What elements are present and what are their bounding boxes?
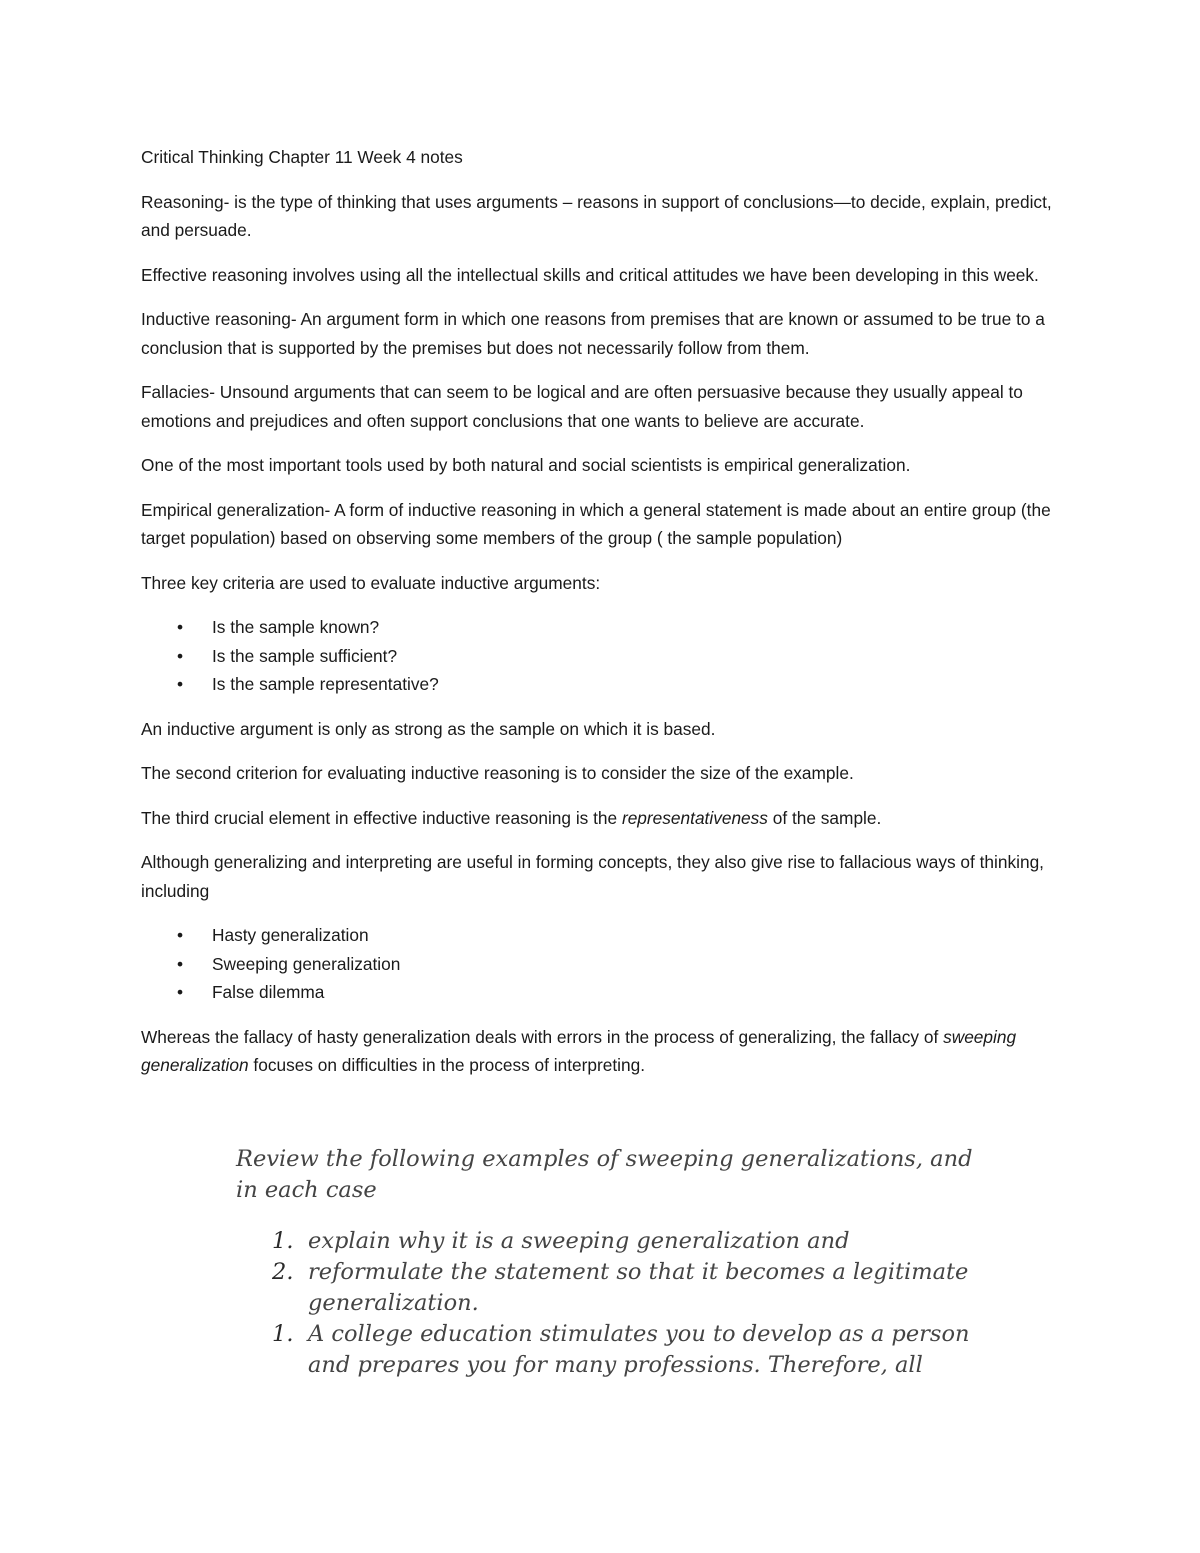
paragraph-although: Although generalizing and interpreting are useful in forming concepts, they also give rise to fallacious ways of thinking, including xyxy=(141,852,1044,901)
text-segment: focuses on difficulties in the process of interpreting. xyxy=(248,1055,646,1075)
list-item xyxy=(141,642,1071,671)
review-section xyxy=(236,1144,996,1381)
bullet-icon: • xyxy=(177,617,184,637)
document-title: Critical Thinking Chapter 11 Week 4 notes xyxy=(141,147,463,167)
paragraph-third-element xyxy=(141,804,1071,833)
bullet-icon: • xyxy=(177,982,184,1002)
list-item-text: Is the sample representative? xyxy=(212,674,439,694)
review-intro: Review the following examples of sweeping generalizations, and in each case xyxy=(236,1146,973,1203)
bullet-icon: • xyxy=(177,953,184,974)
list-item-text: Is the sample known? xyxy=(212,617,380,637)
criteria-list xyxy=(141,613,1071,699)
list-item-text: Is the sample sufficient? xyxy=(212,645,398,666)
list-item-text: False dilemma xyxy=(212,982,325,1002)
paragraph-second-criterion: The second criterion for evaluating inductive reasoning is to consider the size of the example. xyxy=(141,763,854,783)
text-segment: of the sample. xyxy=(767,807,882,828)
paragraph-tools: One of the most important tools used by both natural and social scientists is empirical generalization. xyxy=(141,455,911,475)
text-segment: Whereas the fallacy of hasty generalization deals with errors in the process of generalizing, the fallacy of xyxy=(141,1026,944,1047)
paragraph-inductive-reasoning: Inductive reasoning- An argument form in which one reasons from premises that are known or assumed to be true to a conclusion that is supported by the premises but does not necessarily follow from them. xyxy=(141,309,1045,358)
paragraph-criteria-intro: Three key criteria are used to evaluate inductive arguments: xyxy=(141,572,601,593)
item-number: 2. xyxy=(272,1259,294,1285)
list-item-text: Sweeping generalization xyxy=(212,953,401,974)
list-item xyxy=(141,613,1071,642)
paragraph-reasoning: Reasoning- is the type of thinking that uses arguments – reasons in support of conclusions—to decide, explain, predict, and persuade. xyxy=(141,191,1052,240)
item-number: 1. xyxy=(272,1321,294,1347)
list-item xyxy=(141,950,1071,979)
review-item xyxy=(236,1319,996,1381)
bullet-icon: • xyxy=(177,925,184,945)
bullet-icon: • xyxy=(177,645,184,666)
review-item xyxy=(236,1257,996,1319)
fallacy-list xyxy=(141,921,1071,1007)
text-segment: The third crucial element in effective inductive reasoning is the xyxy=(141,807,622,828)
paragraph-strength: An inductive argument is only as strong as the sample on which it is based. xyxy=(141,718,716,739)
list-item xyxy=(141,670,1071,699)
list-item xyxy=(141,978,1071,1007)
paragraph-whereas xyxy=(141,1023,1071,1080)
paragraph-empirical-generalization: Empirical generalization- A form of inductive reasoning in which a general statement is made about an entire group (the target population) based on observing some members of the group ( the sample population) xyxy=(141,499,1051,548)
review-item-text: reformulate the statement so that it becomes a legitimate generalization. xyxy=(308,1259,969,1316)
review-item-text: explain why it is a sweeping generalization and xyxy=(308,1228,850,1254)
list-item xyxy=(141,921,1071,950)
paragraph-effective-reasoning: Effective reasoning involves using all the intellectual skills and critical attitudes we have been developing in this week. xyxy=(141,264,1039,285)
list-item-text: Hasty generalization xyxy=(212,925,369,945)
review-item xyxy=(236,1226,996,1257)
emphasis-text: sweeping generalization xyxy=(141,1026,1017,1075)
paragraph-fallacies: Fallacies- Unsound arguments that can seem to be logical and are often persuasive because they usually appeal to emotions and prejudices and often support conclusions that one wants to believe are accurate. xyxy=(141,382,1023,431)
notes-body xyxy=(141,143,1071,1096)
bullet-icon: • xyxy=(177,674,184,694)
emphasis-text: representativeness xyxy=(621,807,768,828)
review-list xyxy=(236,1226,996,1381)
review-item-text: A college education stimulates you to develop as a person and prepares you for many professions. Therefore, all xyxy=(308,1321,970,1378)
item-number: 1. xyxy=(272,1228,294,1254)
